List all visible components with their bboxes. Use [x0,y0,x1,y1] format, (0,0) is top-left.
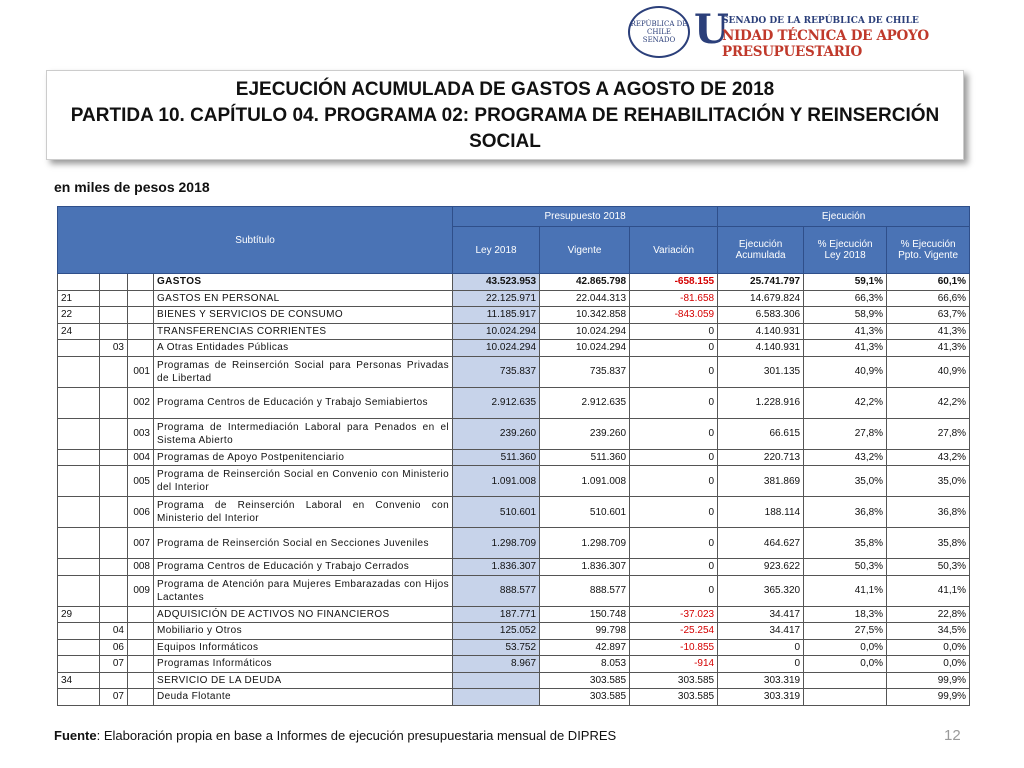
subtitulo-cell: 22 [58,307,100,324]
ejecucion-cell: 34.417 [718,623,804,640]
pct-vigente-cell: 42,2% [887,387,970,418]
ley-cell: 187.771 [453,606,540,623]
title-line-2: PARTIDA 10. CAPÍTULO 04. PROGRAMA 02: PROGRAMA DE REHABILITACIÓN Y REINSERCIÓN [70,105,940,126]
asignacion-cell [128,307,154,324]
variacion-cell: -37.023 [630,606,718,623]
ejecucion-cell: 303.319 [718,689,804,706]
description-cell: Programas de Apoyo Postpenitenciario [154,449,453,466]
page-number: 12 [944,727,961,744]
table-row [58,575,970,606]
pct-ley-cell: 66,3% [804,290,887,307]
description-cell: Programa de Reinserción Social en Secciones Juveniles [154,528,453,559]
subtitulo-cell [58,497,100,528]
description-cell: Programa Centros de Educación y Trabajo Cerrados [154,559,453,576]
table-row [58,528,970,559]
vigente-cell: 888.577 [540,575,630,606]
description-cell: Programa de Reinserción Social en Convenio con Ministerio del Interior [154,466,453,497]
item-cell [100,672,128,689]
pct-ley-cell: 40,9% [804,356,887,387]
subtitulo-cell: 29 [58,606,100,623]
table-row [58,307,970,324]
item-cell [100,606,128,623]
vigente-cell: 99.798 [540,623,630,640]
ley-cell: 10.024.294 [453,340,540,357]
variacion-cell: 0 [630,449,718,466]
vigente-cell: 239.260 [540,418,630,449]
table-row [58,606,970,623]
ejecucion-cell: 4.140.931 [718,340,804,357]
ejecucion-cell: 14.679.824 [718,290,804,307]
header-pct-vigente: % Ejecución Ppto. Vigente [887,227,970,274]
subtitulo-cell [58,623,100,640]
ley-cell: 22.125.971 [453,290,540,307]
title-line-3: SOCIAL [469,131,541,152]
header-subtitulo: Subtítulo [58,207,453,274]
description-cell: TRANSFERENCIAS CORRIENTES [154,323,453,340]
vigente-cell: 42.897 [540,639,630,656]
budget-table [57,206,970,706]
pct-ley-cell: 27,8% [804,418,887,449]
variacion-cell: -658.155 [630,274,718,291]
variacion-cell: 0 [630,575,718,606]
header-variacion: Variación [630,227,718,274]
pct-vigente-cell: 41,3% [887,340,970,357]
ley-cell: 43.523.953 [453,274,540,291]
variacion-cell: 0 [630,356,718,387]
description-cell: SERVICIO DE LA DEUDA [154,672,453,689]
pct-ley-cell: 27,5% [804,623,887,640]
variacion-cell: -81.658 [630,290,718,307]
header-ejecucion-acumulada: Ejecución Acumulada [718,227,804,274]
table-row [58,323,970,340]
ley-cell: 511.360 [453,449,540,466]
pct-ley-cell: 41,1% [804,575,887,606]
brand-initial: U [694,6,729,53]
brand-top-text: SENADO DE LA REPÚBLICA DE CHILE [722,16,919,26]
asignacion-cell [128,290,154,307]
pct-ley-cell: 50,3% [804,559,887,576]
item-cell: 07 [100,689,128,706]
ejecucion-cell: 1.228.916 [718,387,804,418]
source-label: Fuente [54,728,97,743]
asignacion-cell: 002 [128,387,154,418]
subtitulo-cell [58,466,100,497]
pct-vigente-cell: 0,0% [887,656,970,673]
item-cell: 04 [100,623,128,640]
table-row [58,356,970,387]
ley-cell: 53.752 [453,639,540,656]
table-row [58,340,970,357]
variacion-cell: 303.585 [630,689,718,706]
pct-ley-cell: 36,8% [804,497,887,528]
ejecucion-cell: 66.615 [718,418,804,449]
table-row [58,418,970,449]
vigente-cell: 1.836.307 [540,559,630,576]
seal-text: REPÚBLICA DE CHILE SENADO [630,20,688,44]
ley-cell: 1.298.709 [453,528,540,559]
item-cell [100,274,128,291]
ley-cell: 125.052 [453,623,540,640]
vigente-cell: 735.837 [540,356,630,387]
subtitulo-cell [58,656,100,673]
subtitulo-cell [58,689,100,706]
vigente-cell: 10.024.294 [540,323,630,340]
header-ejecucion: Ejecución [718,207,970,227]
ejecucion-cell: 923.622 [718,559,804,576]
asignacion-cell: 003 [128,418,154,449]
ley-cell: 1.091.008 [453,466,540,497]
ejecucion-cell: 25.741.797 [718,274,804,291]
subtitulo-cell: 24 [58,323,100,340]
variacion-cell: 0 [630,559,718,576]
vigente-cell: 2.912.635 [540,387,630,418]
subtitulo-cell: 21 [58,290,100,307]
item-cell: 06 [100,639,128,656]
item-cell [100,575,128,606]
vigente-cell: 1.298.709 [540,528,630,559]
description-cell: Programas Informáticos [154,656,453,673]
pct-vigente-cell: 22,8% [887,606,970,623]
asignacion-cell [128,656,154,673]
pct-ley-cell: 0,0% [804,639,887,656]
description-cell: A Otras Entidades Públicas [154,340,453,357]
brand-main-text: NIDAD TÉCNICA DE APOYO PRESUPUESTARIO [722,28,929,60]
vigente-cell: 22.044.313 [540,290,630,307]
vigente-cell: 511.360 [540,449,630,466]
item-cell [100,290,128,307]
variacion-cell: 303.585 [630,672,718,689]
ley-cell: 888.577 [453,575,540,606]
asignacion-cell: 004 [128,449,154,466]
asignacion-cell: 009 [128,575,154,606]
header-presupuesto: Presupuesto 2018 [453,207,718,227]
pct-vigente-cell: 40,9% [887,356,970,387]
pct-vigente-cell: 36,8% [887,497,970,528]
description-cell: Equipos Informáticos [154,639,453,656]
item-cell [100,418,128,449]
variacion-cell: 0 [630,323,718,340]
item-cell: 03 [100,340,128,357]
ejecucion-cell: 464.627 [718,528,804,559]
ejecucion-cell: 4.140.931 [718,323,804,340]
item-cell [100,387,128,418]
description-cell: Programa de Atención para Mujeres Embarazadas con Hijos Lactantes [154,575,453,606]
subtitulo-cell [58,356,100,387]
vigente-cell: 303.585 [540,689,630,706]
variacion-cell: -843.059 [630,307,718,324]
title-box [46,70,964,160]
pct-vigente-cell: 34,5% [887,623,970,640]
ejecucion-cell: 6.583.306 [718,307,804,324]
variacion-cell: 0 [630,387,718,418]
pct-ley-cell: 35,8% [804,528,887,559]
subtitulo-cell [58,387,100,418]
ejecucion-cell: 188.114 [718,497,804,528]
description-cell: Programas de Reinserción Social para Personas Privadas de Libertad [154,356,453,387]
senate-seal-logo [628,6,690,58]
ejecucion-cell: 303.319 [718,672,804,689]
pct-ley-cell [804,672,887,689]
asignacion-cell [128,274,154,291]
pct-vigente-cell: 66,6% [887,290,970,307]
variacion-cell: 0 [630,340,718,357]
subtitulo-cell [58,274,100,291]
table-row [58,623,970,640]
pct-vigente-cell: 99,9% [887,672,970,689]
subtitulo-cell [58,559,100,576]
item-cell [100,449,128,466]
description-cell: Programa Centros de Educación y Trabajo Semiabiertos [154,387,453,418]
ley-cell: 239.260 [453,418,540,449]
item-cell [100,528,128,559]
variacion-cell: -914 [630,656,718,673]
vigente-cell: 150.748 [540,606,630,623]
variacion-cell: 0 [630,528,718,559]
pct-ley-cell [804,689,887,706]
item-cell [100,323,128,340]
table-row [58,639,970,656]
header-pct-ley: % Ejecución Ley 2018 [804,227,887,274]
ley-cell [453,689,540,706]
description-cell: Programa de Reinserción Laboral en Convenio con Ministerio del Interior [154,497,453,528]
vigente-cell: 8.053 [540,656,630,673]
asignacion-cell: 006 [128,497,154,528]
pct-vigente-cell: 35,0% [887,466,970,497]
item-cell [100,307,128,324]
pct-ley-cell: 0,0% [804,656,887,673]
pct-vigente-cell: 50,3% [887,559,970,576]
item-cell: 07 [100,656,128,673]
table-row [58,689,970,706]
description-cell: GASTOS [154,274,453,291]
item-cell [100,559,128,576]
item-cell [100,466,128,497]
pct-ley-cell: 42,2% [804,387,887,418]
source-note [54,728,616,743]
source-text: : Elaboración propia en base a Informes de ejecución presupuestaria mensual de DIPRES [96,728,617,743]
pct-vigente-cell: 41,1% [887,575,970,606]
pct-ley-cell: 18,3% [804,606,887,623]
vigente-cell: 1.091.008 [540,466,630,497]
pct-vigente-cell: 0,0% [887,639,970,656]
ley-cell: 735.837 [453,356,540,387]
description-cell: Deuda Flotante [154,689,453,706]
description-cell: Mobiliario y Otros [154,623,453,640]
title-line-1: EJECUCIÓN ACUMULADA DE GASTOS A AGOSTO DE 2018 [235,79,775,100]
vigente-cell: 303.585 [540,672,630,689]
variacion-cell: 0 [630,466,718,497]
pct-vigente-cell: 43,2% [887,449,970,466]
table-row [58,559,970,576]
asignacion-cell [128,606,154,623]
asignacion-cell [128,689,154,706]
pct-vigente-cell: 99,9% [887,689,970,706]
description-cell: GASTOS EN PERSONAL [154,290,453,307]
ley-cell: 1.836.307 [453,559,540,576]
variacion-cell: 0 [630,497,718,528]
ejecucion-cell: 301.135 [718,356,804,387]
pct-ley-cell: 43,2% [804,449,887,466]
vigente-cell: 42.865.798 [540,274,630,291]
subtitulo-cell [58,528,100,559]
pct-vigente-cell: 41,3% [887,323,970,340]
item-cell [100,497,128,528]
pct-vigente-cell: 35,8% [887,528,970,559]
variacion-cell: 0 [630,418,718,449]
table-row [58,387,970,418]
asignacion-cell: 001 [128,356,154,387]
table-row [58,466,970,497]
ejecucion-cell: 365.320 [718,575,804,606]
ejecucion-cell: 0 [718,656,804,673]
vigente-cell: 10.024.294 [540,340,630,357]
subtitulo-cell [58,418,100,449]
budget-table-body [58,274,970,706]
description-cell: ADQUISICIÓN DE ACTIVOS NO FINANCIEROS [154,606,453,623]
asignacion-cell [128,623,154,640]
pct-vigente-cell: 60,1% [887,274,970,291]
ejecucion-cell: 220.713 [718,449,804,466]
asignacion-cell: 008 [128,559,154,576]
ejecucion-cell: 0 [718,639,804,656]
subtitulo-cell [58,575,100,606]
subtitulo-cell [58,340,100,357]
asignacion-cell: 007 [128,528,154,559]
table-row [58,449,970,466]
asignacion-cell [128,323,154,340]
ejecucion-cell: 381.869 [718,466,804,497]
subtitulo-cell [58,449,100,466]
pct-ley-cell: 41,3% [804,323,887,340]
pct-ley-cell: 59,1% [804,274,887,291]
pct-ley-cell: 35,0% [804,466,887,497]
pct-ley-cell: 58,9% [804,307,887,324]
ejecucion-cell: 34.417 [718,606,804,623]
pct-vigente-cell: 63,7% [887,307,970,324]
asignacion-cell: 005 [128,466,154,497]
description-cell: BIENES Y SERVICIOS DE CONSUMO [154,307,453,324]
pct-vigente-cell: 27,8% [887,418,970,449]
variacion-cell: -25.254 [630,623,718,640]
table-row [58,672,970,689]
asignacion-cell [128,639,154,656]
variacion-cell: -10.855 [630,639,718,656]
ley-cell [453,672,540,689]
ley-cell: 510.601 [453,497,540,528]
table-row [58,656,970,673]
item-cell [100,356,128,387]
asignacion-cell [128,340,154,357]
subtitulo-cell [58,639,100,656]
header-vigente: Vigente [540,227,630,274]
table-row [58,274,970,291]
vigente-cell: 10.342.858 [540,307,630,324]
description-cell: Programa de Intermediación Laboral para Penados en el Sistema Abierto [154,418,453,449]
ley-cell: 11.185.917 [453,307,540,324]
subtitulo-cell: 34 [58,672,100,689]
ley-cell: 8.967 [453,656,540,673]
header-ley: Ley 2018 [453,227,540,274]
pct-ley-cell: 41,3% [804,340,887,357]
unit-label: en miles de pesos 2018 [54,179,210,195]
table-row [58,497,970,528]
vigente-cell: 510.601 [540,497,630,528]
ley-cell: 2.912.635 [453,387,540,418]
ley-cell: 10.024.294 [453,323,540,340]
asignacion-cell [128,672,154,689]
table-row [58,290,970,307]
